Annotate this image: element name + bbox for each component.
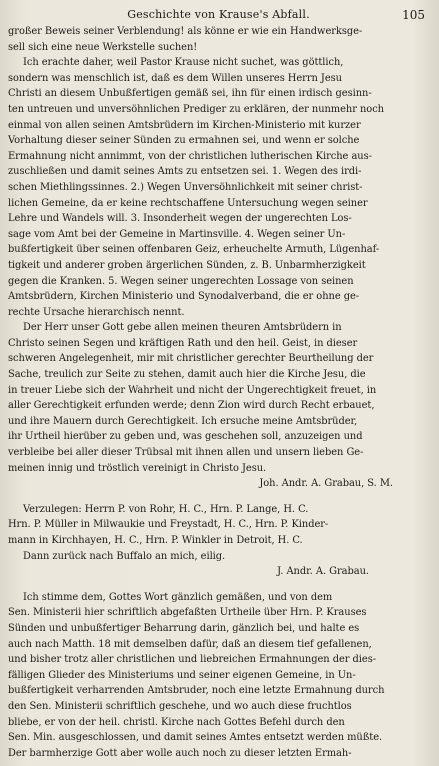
text-line: gegen die Kranken. 5. Wegen seiner ungerechten Lossage von seinen — [8, 275, 354, 287]
text-line: Vorhaltung dieser seiner Sünden zu ermahnen sei, und wenn er solche — [8, 135, 360, 147]
text-line: in treuer Liebe sich der Wahrheit und nicht der Ungerechtigkeit freuet, in — [8, 384, 377, 396]
text-line: auch nach Matth. 18 mit demselben dafür, daß an diesem tief gefallenen, — [8, 638, 372, 650]
running-title: Geschichte von Krause's Abfall. — [127, 8, 310, 21]
text-line: Ermahnung nicht annimmt, von der christlichen lutherischen Kirche aus- — [8, 150, 372, 162]
paragraph-blessing — [8, 320, 429, 476]
body-text — [8, 24, 429, 761]
text-line: einmal von allen seinen Amtsbrüdern im Kirchen-Ministerio mit kurzer — [8, 119, 361, 131]
text-line: Sache, treulich zur Seite zu stehen, damit auch hier die Kirche Jesu, die — [8, 369, 366, 381]
spacer — [8, 580, 429, 590]
text-line: ten untreuen und unversöhnlichen Prediger zu erklären, der nunmehr noch — [8, 103, 384, 115]
text-line: Ich stimme dem, Gottes Wort gänzlich gemäßen, und von dem — [23, 591, 333, 603]
paragraph-judgement — [8, 55, 429, 320]
text-line: Lehre und Wandels will. 3. Insonderheit wegen der ungerechten Los- — [8, 213, 352, 225]
signature-grabau — [8, 564, 429, 580]
text-line: rechte Ursache hierarchisch nennt. — [8, 306, 185, 318]
text-line: sell sich eine neue Werkstelle suchen! — [8, 41, 198, 53]
text-line: zuschließen und damit seines Amts zu entsetzen sei. 1. Wegen des irdi- — [8, 166, 362, 178]
text-line: und ihre Mauern durch Gerechtigkeit. Ich ersuche meine Amtsbrüder, — [8, 415, 358, 427]
text-line: verbleibe bei aller dieser Trübsal mit ihnen allen und unsern lieben Ge- — [8, 447, 364, 459]
text-line: sondern was menschlich ist, daß es dem Willen unseres Herrn Jesu — [8, 72, 342, 84]
text-line: Verzulegen: Herrn P. von Rohr, H. C., Hrn. P. Lange, H. C. — [23, 503, 309, 515]
text-line: Ich erachte daher, weil Pastor Krause nicht suchet, was göttlich, — [23, 57, 344, 69]
text-line: Der Herr unser Gott gebe allen meinen theuren Amtsbrüdern in — [23, 322, 342, 334]
text-line: lichen Gemeine, da er keine rechtschaffene Untersuchung wegen seiner — [8, 197, 368, 209]
text-line: fälligen Glieder des Ministeriums und seiner eigenen Gemeine, in Un- — [8, 669, 356, 681]
text-line: bliebe, er von der heil. christl. Kirche nach Gottes Befehl durch den — [8, 716, 345, 728]
signature-grabau-sm — [8, 476, 429, 492]
signature-line: Joh. Andr. A. Grabau, S. M. — [259, 478, 393, 490]
signature-line: J. Andr. A. Grabau. — [277, 566, 369, 578]
text-line: Christi an diesem Unbußfertigen gemäß sei, ihn für einen irdisch gesinn- — [8, 88, 372, 100]
text-line: Der barmherzige Gott aber wolle auch noch zu dieser letzten Ermah- — [8, 747, 352, 759]
running-head — [8, 6, 429, 24]
text-line: schen Miethlingssinnes. 2.) Wegen Unversöhnlichkeit mit seiner christ- — [8, 181, 363, 193]
text-line: tigkeit und anderer groben ärgerlichen Sünden, z. B. Unbarmherzigkeit — [8, 259, 366, 271]
page-number: 105 — [402, 8, 425, 22]
text-line: großer Beweis seiner Verblendung! als könne er wie ein Handwerksge- — [8, 26, 363, 37]
spacer — [8, 492, 429, 502]
text-line: Hrn. P. Müller in Milwaukie und Freystadt, H. C., Hrn. P. Kinder- — [8, 519, 329, 531]
text-line: den Sen. Ministerii schriftlich geschehe, und wo auch diese fruchtlos — [8, 700, 352, 712]
text-line: Dann zurück nach Buffalo an mich, eilig. — [23, 550, 226, 562]
text-line: Sen. Min. ausgeschlossen, und damit seines Amtes entsetzt werden müßte. — [8, 732, 383, 744]
text-line: Sen. Ministerii hier schriftlich abgefaßten Urtheile über Hrn. P. Krauses — [8, 607, 367, 619]
text-line: Amtsbrüdern, Kirchen Ministerio und Synodalverband, die er ohne ge- — [8, 291, 360, 303]
text-line: Sünden und unbußfertiger Beharrung darin, gänzlich bei, und halte es — [8, 622, 360, 634]
paragraph-continuation — [8, 24, 429, 55]
text-line: sage vom Amt bei der Gemeine in Martinsville. 4. Wegen seiner Un- — [8, 228, 346, 240]
text-line: bußfertigkeit über seinen offenbaren Geiz, erheuchelte Armuth, Lügenhaf- — [8, 244, 380, 256]
text-line: meinen innig und tröstlich vereinigt in Christo Jesu. — [8, 462, 267, 474]
text-line: und bisher trotz aller christlichen und liebreichen Ermahnungen der dies- — [8, 654, 377, 666]
text-line: aller Gerechtigkeit erfunden werde; denn Zion wird durch Recht erbauet, — [8, 400, 375, 412]
text-line: ihr Urtheil hierüber zu geben und, was geschehen soll, anzuzeigen und — [8, 431, 363, 443]
text-line: schweren Angelegenheit, mir mit christlicher gerechter Beurtheilung der — [8, 353, 374, 365]
text-line: mann in Kirchhayen, H. C., Hrn. P. Winkler in Detroit, H. C. — [8, 535, 303, 546]
paragraph-agreement — [8, 590, 429, 762]
circulation-note — [8, 502, 429, 564]
text-line: Christo seinen Segen und kräftigen Rath und den heil. Geist, in dieser — [8, 337, 358, 349]
text-line: bußfertigkeit verharrenden Amtsbruder, noch eine letzte Ermahnung durch — [8, 685, 385, 697]
